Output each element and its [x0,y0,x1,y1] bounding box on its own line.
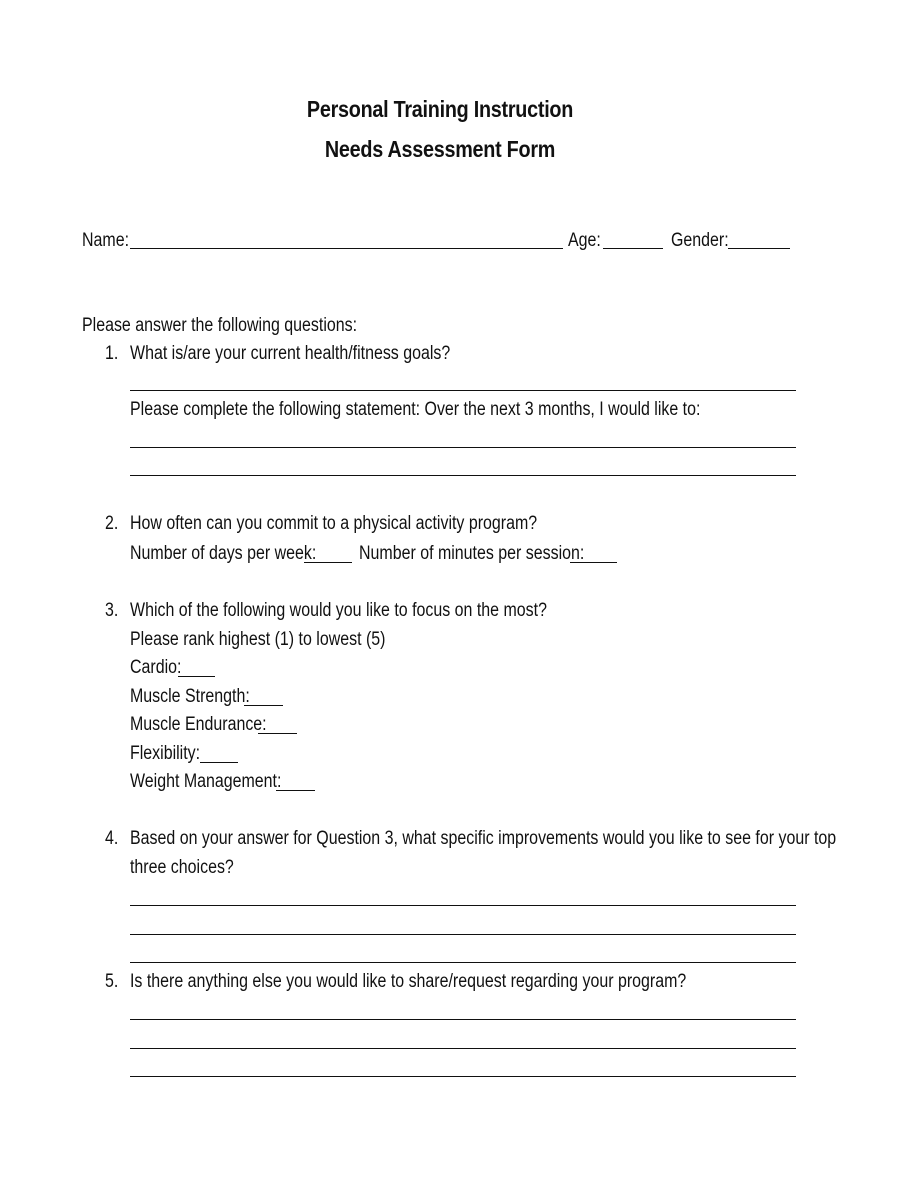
name-label: Name: [82,230,130,251]
question-1-statement: Please complete the following statement: Over the next 3 months, I would like to: [130,399,701,420]
question-1-statement-line-1[interactable] [130,447,796,448]
option-flexibility-field[interactable] [200,762,238,763]
question-3-subtext: Please rank highest (1) to lowest (5) [130,629,386,650]
question-1-number: 1. [105,343,119,364]
question-5-answer-line-2[interactable] [130,1048,796,1049]
option-weight-management-field[interactable] [276,790,315,791]
question-1-text: What is/are your current health/fitness goals? [130,343,451,364]
question-1-statement-line-2[interactable] [130,475,796,476]
question-5-number: 5. [105,971,119,992]
minutes-per-session-field[interactable] [570,562,617,563]
age-field[interactable] [603,248,663,249]
question-5-text: Is there anything else you would like to share/request regarding your program? [130,971,687,992]
gender-field[interactable] [728,248,790,249]
option-cardio-field[interactable] [178,676,215,677]
question-4-number: 4. [105,828,119,849]
question-4-answer-line-3[interactable] [130,962,796,963]
form-title-line-2: Needs Assessment Form [324,136,556,162]
gender-label: Gender: [671,230,729,251]
age-label: Age: [568,230,601,251]
option-muscle-strength-field[interactable] [244,705,283,706]
option-cardio-label: Cardio: [130,657,182,678]
question-5-answer-line-3[interactable] [130,1076,796,1077]
minutes-per-session-label: Number of minutes per session: [359,543,585,564]
question-5-answer-line-1[interactable] [130,1019,796,1020]
option-muscle-strength-label: Muscle Strength: [130,686,250,707]
question-2-number: 2. [105,513,119,534]
option-muscle-endurance-field[interactable] [258,733,297,734]
option-weight-management-label: Weight Management: [130,771,282,792]
question-2-text: How often can you commit to a physical activity program? [130,513,538,534]
question-4-text: Based on your answer for Question 3, what specific improvements would you like to see for your top [130,828,837,849]
instructions-text: Please answer the following questions: [82,315,358,336]
form-title-line-1: Personal Training Instruction [306,96,574,122]
question-4-text-line-2: three choices? [130,857,234,878]
question-3-text: Which of the following would you like to focus on the most? [130,600,547,621]
question-4-answer-line-2[interactable] [130,934,796,935]
days-per-week-label: Number of days per week: [130,543,317,564]
name-field[interactable] [130,248,563,249]
question-4-answer-line-1[interactable] [130,905,796,906]
option-muscle-endurance-label: Muscle Endurance: [130,714,267,735]
question-3-number: 3. [105,600,119,621]
days-per-week-field[interactable] [304,562,352,563]
question-1-answer-line[interactable] [130,390,796,391]
option-flexibility-label: Flexibility: [130,743,201,764]
